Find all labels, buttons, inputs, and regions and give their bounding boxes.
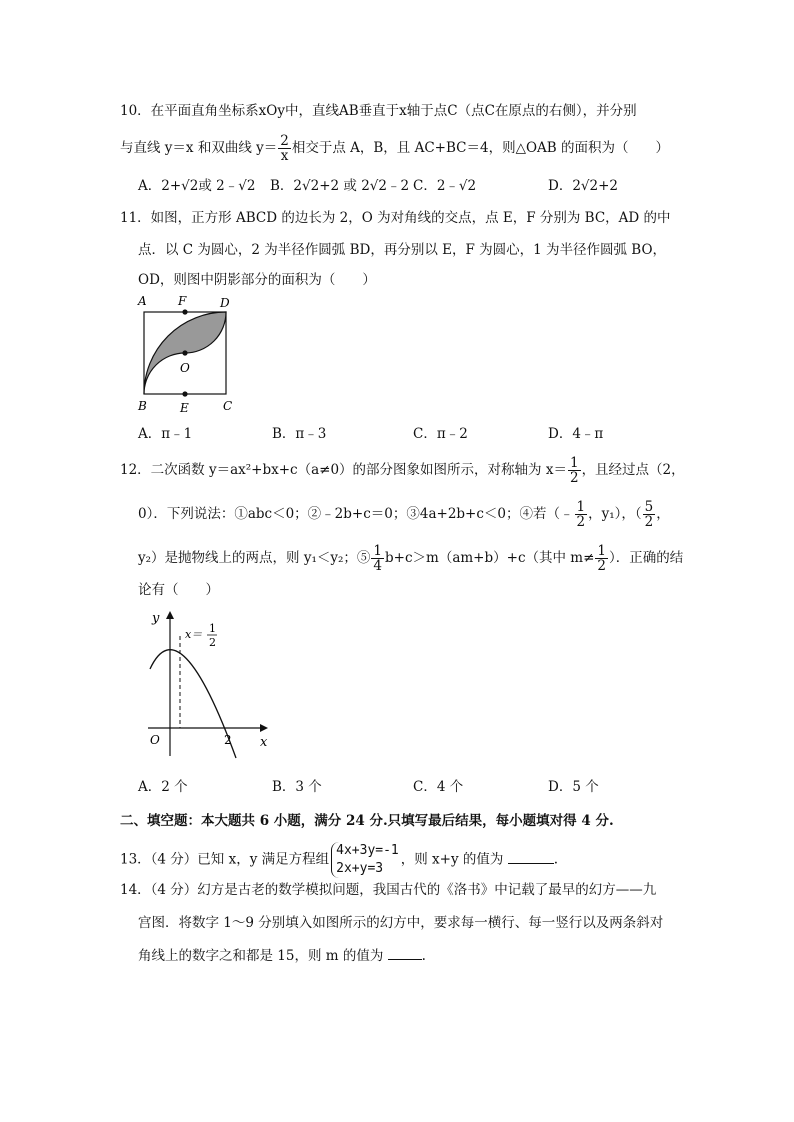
q11-line3: OD，则图中阴影部分的面积为（ ） <box>138 272 376 288</box>
label-a: A <box>138 294 147 308</box>
q12-option-d: D．5 个 <box>548 779 599 795</box>
q10-line2 <box>120 134 669 163</box>
graph-two-label: 2 <box>224 733 232 747</box>
q10-fraction: $\frac{2}{x}$ <box>280 133 289 164</box>
graph-axis-label: x＝ <box>185 628 203 641</box>
q10-option-c: C．2﹣√2 <box>413 178 477 194</box>
q13-answer-blank[interactable] <box>508 849 554 864</box>
q14-line1: 14．（4 分）幻方是古老的数学模拟问题，我国古代的《洛书》中记载了最早的幻方——九 <box>120 882 657 898</box>
q10-option-a: A．2+√2或 2﹣√2 <box>138 178 256 194</box>
graph-x-label: x <box>260 735 268 750</box>
graph-half-num: 1 <box>209 622 216 635</box>
q11-figure <box>134 290 244 415</box>
point-f <box>182 309 187 314</box>
q12-line4: 论有（ ） <box>138 582 219 598</box>
q12-line3: y₂）是抛物线上的两点，则 y₁＜y₂；⑤ $\frac{1}{4}$ b+c＞m（am+b）+c（其中 m≠ $\frac{1}{2}$ ）．正确的结 <box>138 543 684 574</box>
equation-system: 4x+3y=-1 2x+y=3 <box>331 842 399 878</box>
q14-line3: 角线上的数字之和都是 15，则 m 的值为 . <box>138 945 426 966</box>
q11-line1: 11．如图，正方形 ABCD 的边长为 2，O 为对角线的交点，点 E，F 分别为 BC，AD 的中 <box>120 210 671 226</box>
q14-line2: 宫图．将数字 1～9 分别填入如图所示的幻方中，要求每一横行、每一竖行以及两条斜对 <box>138 915 664 931</box>
point-o <box>182 350 187 355</box>
q12-line1: 12．二次函数 y＝ax²+bx+c（a≠0）的部分图象如图所示，对称轴为 x＝ $\frac{1}{2}$ ，且经过点（2， <box>120 455 685 486</box>
q12-option-c: C．4 个 <box>413 779 464 795</box>
q12-option-a: A．2 个 <box>138 779 188 795</box>
graph-origin-label: O <box>150 733 160 747</box>
label-f: F <box>178 294 187 308</box>
q14-answer-blank[interactable] <box>388 945 422 960</box>
label-e: E <box>180 401 189 415</box>
q11-line2: 点．以 C 为圆心，2 为半径作圆弧 BD，再分别以 E，F 为圆心，1 为半径作圆弧 BO， <box>138 242 667 258</box>
q10-line2-pre: 与直线 y＝x 和双曲线 y＝ <box>120 140 278 156</box>
label-c: C <box>223 399 233 413</box>
q11-option-d: D．4﹣π <box>548 426 604 442</box>
label-b: B <box>138 399 147 413</box>
q10-option-d: D．2√2+2 <box>548 178 619 194</box>
q12-option-b: B．3 个 <box>272 779 322 795</box>
q12-line2: 0）．下列说法：①abc＜0；②﹣2b+c＝0；③4a+2b+c＜0；④若（﹣ $\frac{1}{2}$ ，y₁），（ $\frac{5}{2}$ ， <box>138 499 670 530</box>
y-axis-arrow <box>166 611 174 619</box>
section-2-heading: 二、填空题：本大题共 6 小题，满分 24 分.只填写最后结果，每小题填对得 4 分. <box>120 813 614 829</box>
q11-option-c: C．π﹣2 <box>413 426 468 442</box>
q11-option-a: A．π﹣1 <box>138 426 193 442</box>
graph-y-label: y <box>152 611 160 626</box>
q12-graph <box>138 606 278 766</box>
q13-line: 13．（4 分）已知 x，y 满足方程组 4x+3y=-1 2x+y=3 ，则 x+y 的值为 . <box>120 843 558 876</box>
q10-line2-post: 相交于点 A，B，且 AC+BC＝4，则△OAB 的面积为（ ） <box>291 140 669 156</box>
x-axis-arrow <box>260 724 268 732</box>
q10-line1: 10．在平面直角坐标系xOy中，直线AB垂直于x轴于点C（点C在原点的右侧），并分别 <box>120 103 637 119</box>
q10-option-b: B．2√2+2 或 2√2﹣2 <box>270 178 410 194</box>
point-e <box>182 391 187 396</box>
graph-half-den: 2 <box>209 636 216 649</box>
q11-option-b: B．π﹣3 <box>272 426 327 442</box>
label-o: O <box>180 361 190 375</box>
label-d: D <box>220 296 230 310</box>
